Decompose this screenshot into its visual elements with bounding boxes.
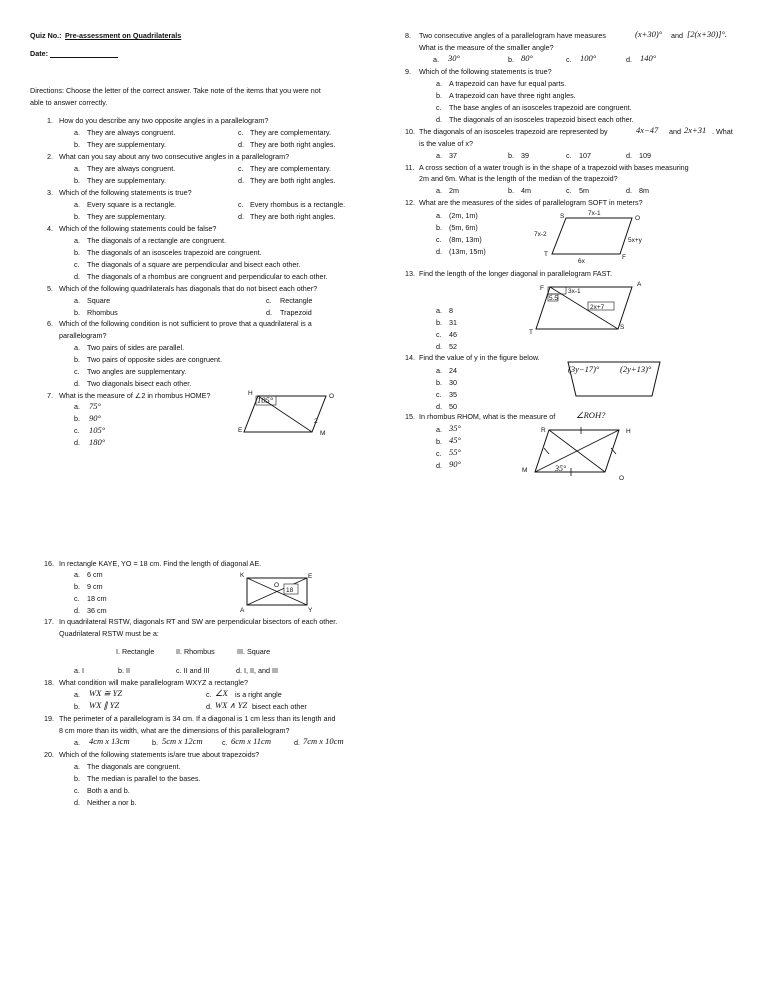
- choice-c: Rectangle: [280, 296, 313, 305]
- choice-b: 45°: [449, 435, 461, 445]
- rhombus-rhom-figure: [515, 424, 635, 484]
- choice-letter: c.: [74, 426, 80, 435]
- q-number: 2.: [47, 152, 53, 161]
- choice-letter: a.: [74, 128, 80, 137]
- choice-a: a. I: [74, 666, 84, 675]
- choice-a: 8: [449, 306, 453, 315]
- angle-roh: ∠ROH?: [576, 410, 606, 420]
- choice-letter: b.: [436, 318, 442, 327]
- choice-letter: a.: [74, 570, 80, 579]
- yo-label: 18: [286, 587, 294, 594]
- choice-letter: b.: [436, 378, 442, 387]
- q-text-cont: parallelogram?: [59, 331, 107, 340]
- choice-c: The diagonals of a square are perpendicular and bisect each other.: [87, 260, 301, 269]
- choice-letter: a.: [74, 296, 80, 305]
- choice-b: 39: [521, 151, 529, 160]
- choice-letter: a.: [74, 762, 80, 771]
- choice-d: 50: [449, 402, 457, 411]
- choice-a: The diagonals are congruent.: [87, 762, 181, 771]
- choice-a: 6 cm: [87, 570, 103, 579]
- choice-b: Two pairs of opposite sides are congruent.: [87, 355, 223, 364]
- choice-letter: a.: [74, 738, 80, 747]
- choice-c: 105°: [89, 425, 106, 435]
- choice-letter: a.: [74, 200, 80, 209]
- trapezoid-figure: [560, 360, 670, 400]
- directions-line-2: able to answer correctly.: [30, 98, 108, 107]
- choice-a: They are always congruent.: [87, 128, 176, 137]
- choice-b: b. II: [118, 666, 130, 675]
- choice-b: 9 cm: [87, 582, 103, 591]
- side-label: 5.5: [549, 295, 559, 302]
- choice-letter: c.: [238, 164, 244, 173]
- expr-2: 2x+31: [684, 125, 707, 135]
- center-o: O: [274, 582, 280, 589]
- vertex-k: K: [240, 572, 245, 579]
- q-text-cont: 8 cm more than its width, what are the dimensions of this parallelogram?: [59, 726, 290, 735]
- side-bottom-label: 6x: [578, 258, 585, 265]
- choice-letter: b.: [436, 91, 442, 100]
- choice-letter: a.: [74, 402, 80, 411]
- choice-d-math: WX ∧ YZ: [215, 700, 248, 710]
- vertex-s: S: [560, 213, 565, 220]
- choice-letter: a.: [74, 164, 80, 173]
- angle-2-label: 2: [314, 418, 318, 425]
- vertex-m: M: [320, 430, 326, 437]
- choice-a: Every square is a rectangle.: [87, 200, 177, 209]
- choice-a: The diagonals of a rectangle are congruent.: [87, 236, 227, 245]
- choice-letter: a.: [436, 366, 442, 375]
- q-text: In rectangle KAYE, YO = 18 cm. Find the length of diagonal AE.: [59, 559, 262, 568]
- choice-c: c. II and III: [176, 666, 210, 675]
- choice-letter: d.: [238, 212, 244, 221]
- choice-d: The diagonals of a rhombus are congruent and perpendicular to each other.: [87, 272, 328, 281]
- choice-d: (13m, 15m): [449, 247, 486, 256]
- q-text: Which of the following quadrilaterals has diagonals that do not bisect each other?: [59, 284, 318, 293]
- choice-a: A trapezoid can have fur equal parts.: [449, 79, 567, 88]
- choice-b: 30: [449, 378, 457, 387]
- choice-letter: d.: [238, 176, 244, 185]
- choice-d: 8m: [639, 186, 649, 195]
- choice-a: Two pairs of sides are parallel.: [87, 343, 185, 352]
- angle-label: 35°: [555, 464, 567, 473]
- vertex-f: F: [622, 254, 626, 261]
- choice-letter: c.: [566, 186, 572, 195]
- choice-letter: a.: [436, 306, 442, 315]
- choice-c: 100°: [580, 53, 597, 63]
- q-text-tail: . What: [712, 127, 733, 136]
- choice-letter: a.: [436, 425, 442, 434]
- choice-d: Neither a nor b.: [87, 798, 137, 807]
- parallelogram-fast-figure: [528, 278, 658, 338]
- choice-b: A trapezoid can have three right angles.: [449, 91, 576, 100]
- choice-d: 109: [639, 151, 651, 160]
- choice-a: 2m: [449, 186, 459, 195]
- choice-letter: c.: [74, 786, 80, 795]
- side-right-label: 5x+y: [628, 237, 642, 244]
- choice-letter: c.: [436, 235, 442, 244]
- choice-letter: d.: [626, 186, 632, 195]
- choice-d: 36 cm: [87, 606, 107, 615]
- q-number: 8.: [405, 31, 411, 40]
- choice-letter: d.: [436, 461, 442, 470]
- expr-1: (x+30)°: [635, 29, 663, 39]
- vertex-a: A: [637, 281, 642, 288]
- rectangle-kaye-figure: [236, 570, 326, 615]
- directions-line-1: Directions: Choose the letter of the correct answer. Take note of the items that you were not: [30, 86, 321, 95]
- choice-c: (8m, 13m): [449, 235, 482, 244]
- vertex-t: T: [529, 329, 533, 336]
- quiz-label: Quiz No.:: [30, 31, 62, 40]
- vertex-e: E: [238, 427, 243, 434]
- choice-b: They are supplementary.: [87, 176, 166, 185]
- q-number: 4.: [47, 224, 53, 233]
- choice-b: (5m, 6m): [449, 223, 478, 232]
- q-number: 10.: [405, 127, 415, 136]
- side-top-label: 3x-1: [568, 288, 581, 295]
- choice-a: 4cm x 13cm: [89, 736, 130, 746]
- choice-c: Every rhombus is a rectangle.: [250, 200, 346, 209]
- choice-letter: b.: [508, 55, 514, 64]
- choice-c: They are complementary.: [250, 164, 331, 173]
- q-text-cont: is the value of x?: [419, 139, 473, 148]
- choice-letter: d.: [436, 115, 442, 124]
- q-text: A cross section of a water trough is in the shape of a trapezoid with bases measuring: [419, 163, 689, 172]
- q-text-cont: 2m and 6m. What is the length of the median of the trapezoid?: [419, 174, 618, 183]
- choice-d: 7cm x 10cm: [303, 736, 344, 746]
- date-label: Date:: [30, 49, 48, 58]
- choice-a: They are always congruent.: [87, 164, 176, 173]
- side-top-label: 7x-1: [588, 210, 601, 217]
- q-text: How do you describe any two opposite angles in a parallelogram?: [59, 116, 269, 125]
- q-text: Two consecutive angles of a parallelogram have measures: [419, 31, 606, 40]
- choice-letter: b.: [74, 140, 80, 149]
- choice-letter: b.: [436, 437, 442, 446]
- choice-letter: b.: [74, 248, 80, 257]
- choice-letter: a.: [436, 151, 442, 160]
- choice-letter: b.: [74, 212, 80, 221]
- choice-c: Both a and b.: [87, 786, 130, 795]
- choice-letter: c.: [436, 449, 442, 458]
- choice-b: 90°: [89, 413, 101, 423]
- choice-letter: b.: [508, 151, 514, 160]
- choice-d: Trapezoid: [280, 308, 312, 317]
- choice-letter: d.: [436, 247, 442, 256]
- q-text: What can you say about any two consecutive angles in a parallelogram?: [59, 152, 290, 161]
- choice-d: They are both right angles.: [250, 176, 336, 185]
- q-number: 18.: [44, 678, 54, 687]
- choice-letter: d.: [74, 438, 80, 447]
- q-text: Which of the following condition is not sufficient to prove that a quadrilateral is a: [59, 319, 312, 328]
- choice-letter: a.: [74, 236, 80, 245]
- q-number: 6.: [47, 319, 53, 328]
- choice-c: 6cm x 11cm: [231, 736, 271, 746]
- vertex-a: A: [240, 607, 245, 614]
- q-number: 3.: [47, 188, 53, 197]
- q-number: 16.: [44, 559, 54, 568]
- choice-a: 35°: [449, 423, 461, 433]
- choice-c-math: ∠X: [215, 688, 228, 698]
- vertex-o: O: [635, 215, 641, 222]
- q-number: 20.: [44, 750, 54, 759]
- choice-d: They are both right angles.: [250, 140, 336, 149]
- choice-letter: b.: [152, 738, 158, 747]
- choice-d: 90°: [449, 459, 461, 469]
- roman-2: II. Rhombus: [176, 647, 215, 656]
- choice-letter: a.: [436, 79, 442, 88]
- diagonal-label: 2x+7: [590, 304, 605, 311]
- choice-letter: a.: [74, 690, 80, 699]
- choice-d: The diagonals of an isosceles trapezoid bisect each other.: [449, 115, 634, 124]
- choice-letter: d.: [436, 402, 442, 411]
- choice-c: 35: [449, 390, 457, 399]
- choice-letter: c.: [238, 200, 244, 209]
- vertex-h: H: [248, 390, 253, 397]
- choice-b: 4m: [521, 186, 531, 195]
- q-text: The diagonals of an isosceles trapezoid are represented by: [419, 127, 608, 136]
- choice-letter: c.: [74, 260, 80, 269]
- choice-letter: d.: [294, 738, 300, 747]
- quiz-title: Pre-assessment on Quadrilaterals: [65, 31, 182, 40]
- choice-letter: d.: [266, 308, 272, 317]
- vertex-h: H: [626, 428, 631, 435]
- vertex-e: E: [308, 573, 313, 580]
- choice-letter: d.: [626, 151, 632, 160]
- choice-c: They are complementary.: [250, 128, 331, 137]
- q-number: 5.: [47, 284, 53, 293]
- q-text: Which of the following statements could be false?: [59, 224, 217, 233]
- choice-d: 52: [449, 342, 457, 351]
- q-text: What are the measures of the sides of parallelogram SOFT in meters?: [419, 198, 643, 207]
- choice-letter: b.: [74, 355, 80, 364]
- choice-letter: a.: [436, 211, 442, 220]
- choice-b: WX ∥ YZ: [89, 700, 120, 710]
- choice-d: bisect each other: [252, 702, 307, 711]
- vertex-o: O: [329, 393, 335, 400]
- choice-letter: c.: [238, 128, 244, 137]
- parallelogram-soft-figure: [530, 210, 680, 266]
- choice-letter: a.: [436, 186, 442, 195]
- angle-left-label: (3y−17)°: [568, 364, 600, 374]
- vertex-f: F: [540, 285, 544, 292]
- q-number: 11.: [405, 163, 415, 172]
- choice-b: 31: [449, 318, 457, 327]
- roman-1: I. Rectangle: [116, 647, 155, 656]
- choice-letter: d.: [238, 140, 244, 149]
- choice-b: They are supplementary.: [87, 140, 166, 149]
- choice-a: WX ≅ YZ: [89, 688, 123, 698]
- and-text: and: [669, 127, 681, 136]
- q-text: Which of the following statements is true?: [59, 188, 192, 197]
- choice-letter: d.: [206, 702, 212, 711]
- vertex-m: M: [522, 467, 528, 474]
- q-text: What is the measure of ∠2 in rhombus HOME?: [59, 391, 211, 400]
- choice-d: 180°: [89, 437, 106, 447]
- and-text: and: [671, 31, 683, 40]
- choice-letter: a.: [433, 55, 439, 64]
- expr-1: 4x−47: [636, 125, 659, 135]
- q-text: Find the value of y in the figure below.: [419, 353, 540, 362]
- choice-letter: a.: [74, 343, 80, 352]
- choice-d: d. I, II, and III: [236, 666, 278, 675]
- choice-letter: c.: [74, 594, 80, 603]
- choice-letter: b.: [436, 223, 442, 232]
- choice-letter: b.: [508, 186, 514, 195]
- q-text-cont: What is the measure of the smaller angle?: [419, 43, 554, 52]
- q-text: In quadrilateral RSTW, diagonals RT and SW are perpendicular bisectors of each other.: [59, 617, 338, 626]
- choice-c: The base angles of an isosceles trapezoid are congruent.: [449, 103, 632, 112]
- choice-letter: d.: [74, 379, 80, 388]
- choice-a: 24: [449, 366, 457, 375]
- choice-c: is a right angle: [235, 690, 282, 699]
- choice-letter: c.: [436, 390, 442, 399]
- q-number: 17.: [44, 617, 54, 626]
- choice-a: Square: [87, 296, 111, 305]
- choice-d: 140°: [640, 53, 657, 63]
- vertex-r: R: [541, 427, 546, 434]
- choice-letter: c.: [436, 330, 442, 339]
- angle-label: 105°: [257, 395, 274, 405]
- choice-letter: c.: [566, 55, 572, 64]
- q-text: The perimeter of a parallelogram is 34 cm. If a diagonal is 1 cm less than its length and: [59, 714, 336, 723]
- choice-letter: c.: [266, 296, 272, 305]
- choice-letter: b.: [74, 308, 80, 317]
- choice-a: (2m, 1m): [449, 211, 478, 220]
- choice-c: 5m: [579, 186, 589, 195]
- choice-letter: c.: [74, 367, 80, 376]
- vertex-s: S: [620, 324, 625, 331]
- choice-letter: c.: [566, 151, 572, 160]
- q-number: 12.: [405, 198, 415, 207]
- q-number: 7.: [47, 391, 53, 400]
- choice-b: 80°: [521, 53, 533, 63]
- choice-a: 30°: [448, 53, 460, 63]
- choice-letter: d.: [626, 55, 632, 64]
- choice-letter: c.: [436, 103, 442, 112]
- choice-b: The median is parallel to the bases.: [87, 774, 201, 783]
- vertex-t: T: [544, 251, 548, 258]
- rhombus-home-figure: [240, 390, 340, 440]
- q-text: Find the length of the longer diagonal in parallelogram FAST.: [419, 269, 612, 278]
- choice-b: They are supplementary.: [87, 212, 166, 221]
- q-text: What condition will make parallelogram WXYZ a rectangle?: [59, 678, 248, 687]
- choice-letter: d.: [74, 272, 80, 281]
- choice-letter: c.: [206, 690, 212, 699]
- choice-letter: b.: [74, 702, 80, 711]
- choice-c: 18 cm: [87, 594, 107, 603]
- q-number: 14.: [405, 353, 415, 362]
- expr-2: [2(x+30)]°.: [687, 29, 728, 39]
- angle-right-label: (2y+13)°: [620, 364, 652, 374]
- choice-a: 75°: [89, 401, 101, 411]
- choice-letter: b.: [74, 582, 80, 591]
- q-text: Which of the following statements is true?: [419, 67, 552, 76]
- choice-d: They are both right angles.: [250, 212, 336, 221]
- date-line: [50, 57, 118, 58]
- choice-b: 5cm x 12cm: [162, 736, 203, 746]
- choice-a: 37: [449, 151, 457, 160]
- choice-letter: d.: [436, 342, 442, 351]
- choice-d: Two diagonals bisect each other.: [87, 379, 192, 388]
- choice-letter: b.: [74, 414, 80, 423]
- q-number: 9.: [405, 67, 411, 76]
- choice-c: 107: [579, 151, 591, 160]
- vertex-y: Y: [308, 607, 313, 614]
- q-text-cont: Quadrilateral RSTW must be a:: [59, 629, 159, 638]
- choice-c: Two angles are supplementary.: [87, 367, 187, 376]
- choice-c: 55°: [449, 447, 461, 457]
- q-number: 19.: [44, 714, 54, 723]
- choice-letter: d.: [74, 798, 80, 807]
- choice-letter: b.: [74, 176, 80, 185]
- q-number: 15.: [405, 412, 415, 421]
- choice-letter: d.: [74, 606, 80, 615]
- roman-3: III. Square: [237, 647, 271, 656]
- side-left-label: 7x-2: [534, 231, 547, 238]
- q-number: 13.: [405, 269, 415, 278]
- q-text: Which of the following statements is/are true about trapezoids?: [59, 750, 260, 759]
- vertex-o: O: [619, 475, 625, 482]
- choice-letter: c.: [222, 738, 228, 747]
- q-number: 1.: [47, 116, 53, 125]
- choice-b: Rhombus: [87, 308, 118, 317]
- choice-letter: b.: [74, 774, 80, 783]
- q-text: In rhombus RHOM, what is the measure of: [419, 412, 556, 421]
- choice-c: 46: [449, 330, 457, 339]
- choice-b: The diagonals of an isosceles trapezoid are congruent.: [87, 248, 262, 257]
